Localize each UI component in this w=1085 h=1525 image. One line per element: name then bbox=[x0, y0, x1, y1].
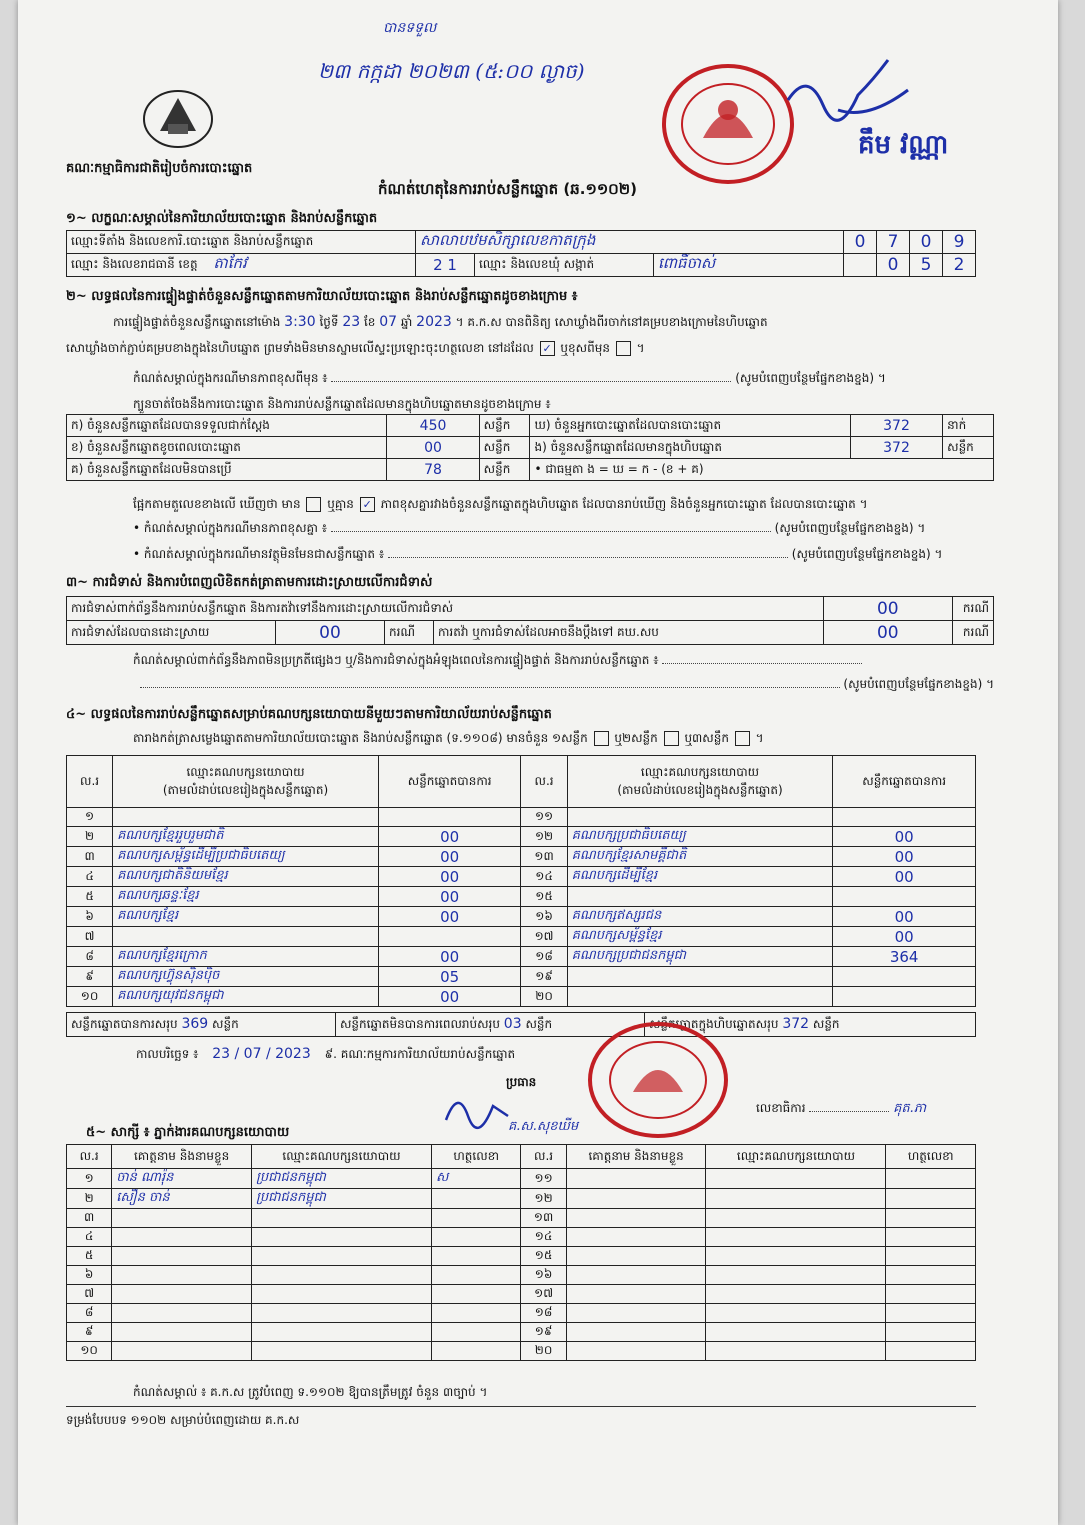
row-no: ១៤ bbox=[521, 1228, 566, 1247]
col-sign: ហត្ថលេខា bbox=[431, 1145, 520, 1169]
witness-name bbox=[112, 1247, 252, 1266]
box-ballots-label: ង) ចំនួនសន្លឹកឆ្នោតដែលមានក្នុងហិបឆ្នោត bbox=[530, 437, 850, 459]
nec-emblem-icon bbox=[138, 86, 218, 152]
row-no: ១៣ bbox=[521, 1209, 566, 1228]
spoiled-ballots-value: 00 bbox=[387, 437, 479, 459]
witness-name bbox=[112, 1228, 252, 1247]
received-date-note: ២៣ កក្កដា ២០២៣ (៥:០០ ល្ងាច) bbox=[318, 59, 585, 83]
row-no: ១១ bbox=[521, 808, 567, 827]
witness-party bbox=[706, 1266, 886, 1285]
row-no: ៩ bbox=[67, 1323, 112, 1342]
resolved-value: 00 bbox=[276, 621, 385, 645]
witness-party bbox=[252, 1228, 432, 1247]
section2-title: ២~ លទ្ធផលនៃការផ្ទៀងផ្ទាត់ចំនួនសន្លឹកឆ្នោតតាមការិយាល័យបោះឆ្នោត និងរាប់សន្លឹកឆ្នោតដូចខាងក្រោម ៖ bbox=[66, 289, 578, 304]
witness-party bbox=[706, 1228, 886, 1247]
party-votes: 00 bbox=[378, 867, 521, 887]
table-row bbox=[67, 1304, 976, 1323]
row-no: ៥ bbox=[67, 1247, 112, 1266]
station-code-digit: 0 bbox=[844, 231, 877, 254]
section3-title: ៣~ ការជំទាស់ និងការបំពេញលិខិតកត់ត្រាតាមការដោះស្រាយលើការជំទាស់ bbox=[66, 575, 433, 590]
row-no: ២០ bbox=[521, 1342, 566, 1361]
party-votes: 00 bbox=[833, 867, 976, 887]
row-no: ៦ bbox=[67, 1266, 112, 1285]
verification-year: 2023 bbox=[416, 314, 452, 330]
total-box-cell: សន្លឹកឆ្នោតក្នុងហិបឆ្នោតសរុប 372 សន្លឹក bbox=[645, 1013, 976, 1037]
witness-signature bbox=[431, 1285, 520, 1304]
table-row bbox=[67, 1342, 976, 1361]
witness-signature bbox=[886, 1247, 976, 1266]
box-ballots-value: 372 bbox=[850, 437, 942, 459]
row-no: ៧ bbox=[67, 1285, 112, 1304]
row-no: ១៦ bbox=[521, 907, 567, 927]
unit-label: នាក់ bbox=[943, 415, 994, 437]
table-row bbox=[67, 808, 976, 827]
unused-ballots-label: គ) ចំនួនសន្លឹកឆ្នោតដែលមិនបានប្រើ bbox=[67, 459, 387, 481]
col-party: ឈ្មោះគណបក្សនយោបាយ (តាមលំដាប់លេខរៀងក្នុងសន្លឹកឆ្នោត) bbox=[113, 756, 379, 808]
complaints-label: ការជំទាស់ពាក់ព័ន្ធនឹងការរាប់សន្លឹកឆ្នោត និងការតវ៉ាទៅនឹងការដោះស្រាយលើការជំទាស់ bbox=[67, 597, 824, 621]
witness-name bbox=[566, 1247, 706, 1266]
witness-signature bbox=[886, 1266, 976, 1285]
verification-line: ការផ្ទៀងផ្ទាត់ចំនួនសន្លឹកឆ្នោតនៅម៉ោង 3:30 ថ្ងៃទី 23 ខែ 07 ឆ្នាំ 2023 ។ គ.ក.ស បានពិនិត្យ សោឃ្លាំងពីរចាក់នៅគម្របខាងក្រោមនៃហិបឆ្នោត bbox=[113, 314, 768, 330]
party-name bbox=[567, 808, 833, 827]
col-no: ល.រ bbox=[67, 1145, 112, 1169]
party-name bbox=[567, 887, 833, 907]
no-difference-checkbox[interactable]: ✓ bbox=[360, 497, 375, 512]
party-votes: 00 bbox=[833, 827, 976, 847]
table-row bbox=[67, 927, 976, 947]
witness-name bbox=[112, 1323, 252, 1342]
party-name: គណបក្សយុវជនកម្ពុជា bbox=[113, 987, 379, 1007]
unit-label: សន្លឹក bbox=[479, 437, 530, 459]
witness-party: ប្រជាជនកម្ពុជា bbox=[252, 1189, 432, 1209]
row-no: ៤ bbox=[67, 867, 113, 887]
table-row bbox=[67, 1247, 976, 1266]
table-row bbox=[67, 1209, 976, 1228]
witness-name bbox=[112, 1285, 252, 1304]
commune-code-digit: 0 bbox=[877, 254, 910, 277]
party-name bbox=[113, 927, 379, 947]
witness-signature bbox=[431, 1342, 520, 1361]
witness-signature bbox=[431, 1247, 520, 1266]
table-row bbox=[67, 1228, 976, 1247]
official-stamp-bottom bbox=[583, 1020, 733, 1140]
witness-party bbox=[252, 1209, 432, 1228]
province-label: ឈ្មោះ និងលេខរាជធានី ខេត្ត តាកែវ bbox=[67, 254, 416, 277]
party-name: គណបក្សប្រជាធិបតេយ្យ bbox=[567, 827, 833, 847]
witness-name bbox=[566, 1169, 706, 1189]
date-line: កាលបរិច្ឆេទ ៖ 23 / 07 / 2023 ៩. គណៈកម្មការការិយាល័យរាប់សន្លឹកឆ្នោត bbox=[136, 1046, 516, 1062]
witness-name bbox=[566, 1209, 706, 1228]
col-party: ឈ្មោះគណបក្សនយោបាយ (តាមលំដាប់លេខរៀងក្នុងសន្លឹកឆ្នោត) bbox=[567, 756, 833, 808]
row-no: ៤ bbox=[67, 1228, 112, 1247]
party-votes: 05 bbox=[378, 967, 521, 987]
party-name: គណបក្សឥស្សរជន bbox=[567, 907, 833, 927]
table-row bbox=[67, 847, 976, 867]
chair-sign-name: គ.ស.សុខឃីម bbox=[508, 1119, 579, 1134]
witness-party bbox=[252, 1285, 432, 1304]
party-votes: 00 bbox=[833, 907, 976, 927]
lock-check-line: សោឃ្លាំងចាក់ភ្ជាប់គម្របខាងក្នុងនៃហិបឆ្នោត ព្រមទាំងមិនមានស្នាមលើស្ទះប្រឡោះចុះហត្ថលេខា នៅដដែល ✓ ឬខុសពីមុន ។ bbox=[66, 341, 645, 355]
row-no: ១ bbox=[67, 1169, 112, 1189]
party-name: គណបក្សខ្មែរ bbox=[113, 907, 379, 927]
ballot-counts-table bbox=[66, 414, 994, 481]
total-invalid-value: 03 bbox=[503, 1015, 522, 1032]
witness-signature bbox=[431, 1228, 520, 1247]
table-row bbox=[67, 1323, 976, 1342]
witness-signature bbox=[886, 1209, 976, 1228]
received-ballots-label: ក) ចំនួនសន្លឹកឆ្នោតដែលបានទទួលជាក់ស្តែង bbox=[67, 415, 387, 437]
row-no: ១២ bbox=[521, 1189, 566, 1209]
bullet-object-note: • កំណត់សម្គាល់ក្នុងករណីមានវត្ថុមិនមែនជាសន្លឹកឆ្នោត ៖ (សូមបំពេញបន្ថែមផ្នែកខាងខ្នង) ។ bbox=[133, 547, 943, 561]
totals-table bbox=[66, 1012, 976, 1037]
witness-signature bbox=[886, 1342, 976, 1361]
unit-label: សន្លឹក bbox=[479, 459, 530, 481]
witness-signature bbox=[431, 1189, 520, 1209]
province-code: 2 1 bbox=[416, 254, 475, 277]
commune-label: ឈ្មោះ និងលេខឃុំ សង្កាត់ bbox=[475, 254, 654, 277]
final-note: កំណត់សម្គាល់ ៖ គ.ក.ស ត្រូវបំពេញ ទ.១១០២ ឱ្យបានត្រឹមត្រូវ ចំនួន ៣ច្បាប់ ។ bbox=[133, 1385, 488, 1399]
table-row bbox=[67, 1266, 976, 1285]
table-row bbox=[67, 867, 976, 887]
table-row bbox=[67, 947, 976, 967]
committee-name: គណៈកម្មាធិការជាតិរៀបចំការបោះឆ្នោត bbox=[66, 161, 253, 176]
difference-compare-line: ផ្អែកតាមតួលេខខាងលើ ឃើញថា មាន ឬគ្មាន ✓ ភាពខុសគ្នារវាងចំនួនសន្លឹកឆ្នោតក្នុងហិបឆ្នោត ដែលបានរាប់ឃើញ និងចំនួនអ្នកបោះឆ្នោត ដែលបានបោះឆ្នោត ។ bbox=[133, 497, 868, 511]
commune-name: ពោធិ៍ចាស់ bbox=[654, 254, 844, 277]
bullet-difference-note: • កំណត់សម្គាល់ក្នុងករណីមានភាពខុសគ្នា ៖ (សូមបំពេញបន្ថែមផ្នែកខាងខ្នង) ។ bbox=[133, 521, 926, 535]
spoiled-ballots-label: ខ) ចំនួនសន្លឹកឆ្នោតខូចពេលបោះឆ្នោត bbox=[67, 437, 387, 459]
row-no: ១៤ bbox=[521, 867, 567, 887]
party-name bbox=[113, 808, 379, 827]
col-no: ល.រ bbox=[521, 756, 567, 808]
row-no: ៥ bbox=[67, 887, 113, 907]
witness-name bbox=[112, 1342, 252, 1361]
same-checkbox[interactable]: ✓ bbox=[540, 341, 555, 356]
party-votes: 00 bbox=[833, 927, 976, 947]
party-votes bbox=[378, 927, 521, 947]
col-no: ល.រ bbox=[67, 756, 113, 808]
signer-name: គឹម វណ្ណា bbox=[858, 130, 949, 160]
witness-signature bbox=[886, 1228, 976, 1247]
appeal-label: ការតវ៉ា ឬការជំទាស់ដែលអាចនឹងប្តឹងទៅ គឃ.សប bbox=[434, 621, 824, 645]
col-party: ឈ្មោះគណបក្សនយោបាយ bbox=[706, 1145, 886, 1169]
irregularity-note: កំណត់សម្គាល់ពាក់ព័ន្ធនឹងភាពមិនប្រក្រតីផ្សេងៗ ឬ/និងការជំទាស់ក្នុងអំឡុងពេលនៃការផ្ទៀងផ្ទាត់ និងការរាប់សន្លឹកឆ្នោត ៖ bbox=[133, 652, 993, 670]
party-votes: 00 bbox=[378, 907, 521, 927]
three-sheet-checkbox[interactable] bbox=[735, 731, 750, 746]
col-no: ល.រ bbox=[521, 1145, 566, 1169]
unit-label: សន្លឹក bbox=[479, 415, 530, 437]
party-name: គណបក្សខ្មែរសាមគ្គីជាតិ bbox=[567, 847, 833, 867]
form-footer: ទម្រង់បែបបទ ១១០២ សម្រាប់បំពេញដោយ គ.ក.ស bbox=[66, 1413, 300, 1427]
party-name: គណបក្សខ្មែរក្រោក bbox=[113, 947, 379, 967]
row-no: ១៩ bbox=[521, 967, 567, 987]
witness-party bbox=[252, 1342, 432, 1361]
party-votes bbox=[378, 808, 521, 827]
table-row bbox=[67, 827, 976, 847]
row-no: ៦ bbox=[67, 907, 113, 927]
witness-signature bbox=[431, 1304, 520, 1323]
witness-name bbox=[566, 1228, 706, 1247]
row-no: ២០ bbox=[521, 987, 567, 1007]
complaints-table bbox=[66, 596, 994, 645]
party-name bbox=[567, 987, 833, 1007]
total-valid-cell: សន្លឹកឆ្នោតបានការសរុប 369 សន្លឹក bbox=[67, 1013, 336, 1037]
witness-name bbox=[566, 1266, 706, 1285]
row-no: ១០ bbox=[67, 987, 113, 1007]
col-name: គោត្តនាម និងនាមខ្លួន bbox=[112, 1145, 252, 1169]
has-difference-checkbox[interactable] bbox=[306, 497, 321, 512]
appeal-value: 00 bbox=[823, 621, 952, 645]
unit-label: ករណី bbox=[952, 621, 993, 645]
row-no: ១៨ bbox=[521, 1304, 566, 1323]
verification-time: 3:30 bbox=[284, 314, 316, 330]
received-ballots-value: 450 bbox=[387, 415, 479, 437]
total-invalid-cell: សន្លឹកឆ្នោតមិនបានការពេលរាប់សរុប 03 សន្លឹក bbox=[336, 1013, 645, 1037]
commune-code-digit: 2 bbox=[943, 254, 976, 277]
commune-code-digit: 5 bbox=[910, 254, 943, 277]
party-name bbox=[567, 967, 833, 987]
resolved-label: ការជំទាស់ដែលបានដោះស្រាយ bbox=[67, 621, 276, 645]
witness-signature bbox=[886, 1323, 976, 1342]
party-name: គណបក្សឆន្ទៈខ្មែរ bbox=[113, 887, 379, 907]
table-row bbox=[67, 907, 976, 927]
unused-ballots-value: 78 bbox=[387, 459, 479, 481]
witness-signature bbox=[886, 1285, 976, 1304]
table-row bbox=[67, 1189, 976, 1209]
witness-party bbox=[706, 1323, 886, 1342]
witness-party: ប្រជាជនកម្ពុជា bbox=[252, 1169, 432, 1189]
witness-party bbox=[252, 1266, 432, 1285]
party-name: គណបក្សសម្ព័ន្ធខ្មែរ bbox=[567, 927, 833, 947]
party-name: គណបក្សជាតិនិយមខ្មែរ bbox=[113, 867, 379, 887]
party-votes: 00 bbox=[378, 847, 521, 867]
party-votes: 00 bbox=[378, 987, 521, 1007]
row-no: ១៧ bbox=[521, 1285, 566, 1304]
station-code-digit: 0 bbox=[910, 231, 943, 254]
witness-signature bbox=[431, 1266, 520, 1285]
witness-name bbox=[566, 1323, 706, 1342]
signed-date: 23 / 07 / 2023 bbox=[212, 1046, 311, 1062]
row-no: ៨ bbox=[67, 947, 113, 967]
witness-signature bbox=[886, 1304, 976, 1323]
section1-table bbox=[66, 230, 976, 277]
row-no: ៩ bbox=[67, 967, 113, 987]
station-code-digit: 7 bbox=[877, 231, 910, 254]
unit-label: ករណី bbox=[952, 597, 993, 621]
witness-signature bbox=[431, 1323, 520, 1342]
party-votes bbox=[833, 887, 976, 907]
witness-name bbox=[112, 1266, 252, 1285]
counts-intro: ក្បួនចាត់ចែងនឹងការបោះឆ្នោត និងការរាប់សន្លឹកឆ្នោតដែលមានក្នុងហិបឆ្នោតមានដូចខាងក្រោម ៖ bbox=[133, 397, 551, 411]
document-page bbox=[18, 0, 1058, 1525]
row-no: ១៨ bbox=[521, 947, 567, 967]
witness-party bbox=[706, 1169, 886, 1189]
row-no: ១ bbox=[67, 808, 113, 827]
row-no: ៧ bbox=[67, 927, 113, 947]
col-votes: សន្លឹកឆ្នោតបានការ bbox=[833, 756, 976, 808]
secretary-line: លេខាធិការ គុត.ភា bbox=[756, 1101, 927, 1116]
party-name: គណបក្សខ្មែររួបរួមជាតិ bbox=[113, 827, 379, 847]
witness-party bbox=[706, 1189, 886, 1209]
chair-title: ប្រធាន bbox=[506, 1075, 537, 1089]
section5-title: ៥~ សាក្សី ៖ ភ្នាក់ងារគណបក្សនយោបាយ bbox=[86, 1125, 290, 1140]
witness-table bbox=[66, 1144, 976, 1361]
row-no: ២ bbox=[67, 1189, 112, 1209]
witness-name: ចាន់ ណារ៉ុន bbox=[112, 1169, 252, 1189]
form-title: កំណត់ហេតុនៃការរាប់សន្លឹកឆ្នោត (ឆ.១១០២) bbox=[378, 180, 638, 198]
irregularity-fill-note: (សូមបំពេញបន្ថែមផ្នែកខាងខ្នង) ។ bbox=[86, 676, 994, 694]
row-no: ១០ bbox=[67, 1342, 112, 1361]
one-sheet-checkbox[interactable] bbox=[594, 731, 609, 746]
party-name: គណបក្សសម្ព័ន្ធដើម្បីប្រជាធិបតេយ្យ bbox=[113, 847, 379, 867]
party-results-table bbox=[66, 755, 976, 1007]
party-votes: 364 bbox=[833, 947, 976, 967]
party-votes bbox=[833, 808, 976, 827]
row-no: ១៥ bbox=[521, 887, 567, 907]
witness-party bbox=[252, 1304, 432, 1323]
witness-signature bbox=[431, 1209, 520, 1228]
party-votes: 00 bbox=[378, 947, 521, 967]
province-name: តាកែវ bbox=[213, 254, 247, 272]
row-no: ២ bbox=[67, 827, 113, 847]
row-no: ៣ bbox=[67, 847, 113, 867]
row-no: ១៦ bbox=[521, 1266, 566, 1285]
footer-divider bbox=[66, 1406, 976, 1407]
witness-signature bbox=[886, 1189, 976, 1209]
witness-party bbox=[706, 1285, 886, 1304]
party-name: គណបក្សប្រជាជនកម្ពុជា bbox=[567, 947, 833, 967]
witness-party bbox=[706, 1209, 886, 1228]
two-sheet-checkbox[interactable] bbox=[664, 731, 679, 746]
changed-checkbox[interactable] bbox=[616, 341, 631, 356]
formula-note: • ជាធម្មតា ង = ឃ = ក - (ខ + គ) bbox=[530, 459, 994, 481]
witness-signature bbox=[886, 1169, 976, 1189]
witness-party bbox=[252, 1323, 432, 1342]
witness-name bbox=[566, 1285, 706, 1304]
secretary-sign: គុត.ភា bbox=[893, 1101, 927, 1116]
signature-top bbox=[778, 50, 918, 130]
table-row bbox=[67, 987, 976, 1007]
polling-station-name: សាលាបឋមសិក្សាលេខកាតក្រុង bbox=[416, 231, 844, 254]
table-row bbox=[67, 887, 976, 907]
voters-label: ឃ) ចំនួនអ្នកបោះឆ្នោតដែលបានបោះឆ្នោត bbox=[530, 415, 850, 437]
witness-name bbox=[112, 1209, 252, 1228]
voters-value: 372 bbox=[850, 415, 942, 437]
col-sign: ហត្ថលេខា bbox=[886, 1145, 976, 1169]
party-votes: 00 bbox=[833, 847, 976, 867]
polling-station-label: ឈ្មោះទីតាំង និងលេខការិ.បោះឆ្នោត និងរាប់សន្លឹកឆ្នោត bbox=[67, 231, 416, 254]
section1-title: ១~ លក្ខណៈសម្គាល់នៃការិយាល័យបោះឆ្នោត និងរាប់សន្លឹកឆ្នោត bbox=[66, 211, 378, 226]
witness-name bbox=[112, 1304, 252, 1323]
row-no: ១៧ bbox=[521, 927, 567, 947]
section4-title: ៤~ លទ្ធផលនៃការរាប់សន្លឹកឆ្នោតសម្រាប់គណបក្សនយោបាយនីមួយៗតាមការិយាល័យរាប់សន្លឹកឆ្នោត bbox=[66, 707, 552, 722]
row-no: ១២ bbox=[521, 827, 567, 847]
table-row bbox=[67, 1285, 976, 1304]
party-votes: 00 bbox=[378, 887, 521, 907]
party-name: គណបក្សដើម្បីខ្មែរ bbox=[567, 867, 833, 887]
witness-party bbox=[706, 1304, 886, 1323]
witness-name: សឿន ចាន់ bbox=[112, 1189, 252, 1209]
row-no: ១៣ bbox=[521, 847, 567, 867]
difference-note-line: កំណត់សម្គាល់ក្នុងករណីមានភាពខុសពីមុន ៖ (សូមបំពេញបន្ថែមផ្នែកខាងខ្នង) ។ bbox=[133, 371, 886, 385]
witness-name bbox=[566, 1342, 706, 1361]
witness-signature: ស bbox=[431, 1169, 520, 1189]
complaints-value: 00 bbox=[823, 597, 952, 621]
verification-day: 23 bbox=[342, 314, 361, 330]
witness-name bbox=[566, 1189, 706, 1209]
tally-sheet-line: តារាងកត់ត្រាសម្លេងឆ្នោតតាមការិយាល័យបោះឆ្នោត និងរាប់សន្លឹកឆ្នោត (ទ.១១០៨) មានចំនួន ១សន្លឹក ឬ២សន្លឹក ឬ៣សន្លឹក ។ bbox=[133, 731, 764, 745]
table-row bbox=[67, 1169, 976, 1189]
row-no: ១៩ bbox=[521, 1323, 566, 1342]
unit-label: ករណី bbox=[385, 621, 434, 645]
row-no: ៨ bbox=[67, 1304, 112, 1323]
table-row bbox=[67, 967, 976, 987]
witness-name bbox=[566, 1304, 706, 1323]
party-votes: 00 bbox=[378, 827, 521, 847]
col-name: គោត្តនាម និងនាមខ្លួន bbox=[566, 1145, 706, 1169]
official-stamp-top bbox=[658, 60, 798, 188]
row-no: ១៥ bbox=[521, 1247, 566, 1266]
station-code-digit: 9 bbox=[943, 231, 976, 254]
received-note: បានទទួល bbox=[383, 20, 437, 36]
col-votes: សន្លឹកឆ្នោតបានការ bbox=[378, 756, 521, 808]
party-votes bbox=[833, 967, 976, 987]
row-no: ៣ bbox=[67, 1209, 112, 1228]
party-votes bbox=[833, 987, 976, 1007]
col-party: ឈ្មោះគណបក្សនយោបាយ bbox=[252, 1145, 432, 1169]
witness-party bbox=[706, 1247, 886, 1266]
row-no: ១១ bbox=[521, 1169, 566, 1189]
party-name: គណបក្សហ៊្វុនស៊ិនប៉ិច bbox=[113, 967, 379, 987]
verification-month: 07 bbox=[379, 314, 398, 330]
total-box-value: 372 bbox=[782, 1015, 810, 1032]
witness-party bbox=[706, 1342, 886, 1361]
chair-signature bbox=[438, 1086, 518, 1130]
total-valid-value: 369 bbox=[181, 1015, 209, 1032]
witness-party bbox=[252, 1247, 432, 1266]
unit-label: សន្លឹក bbox=[943, 437, 994, 459]
